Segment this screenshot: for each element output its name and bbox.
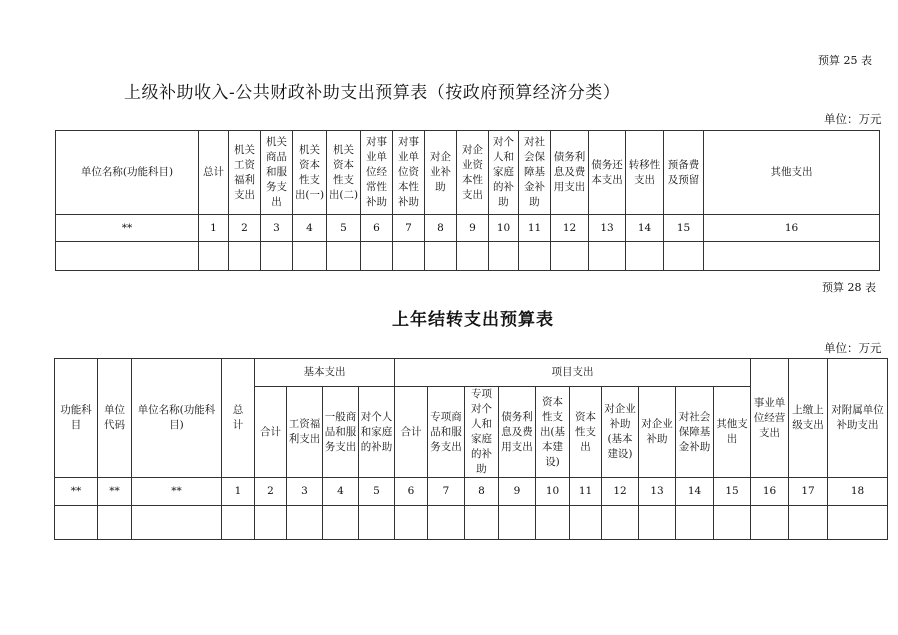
empty-cell <box>222 506 255 540</box>
col-header-remit-upper: 上缴上级支出 <box>789 359 828 478</box>
col-header-unit-name: 单位名称(功能科目) <box>56 131 199 215</box>
empty-cell <box>664 242 704 271</box>
index-row <box>55 478 888 506</box>
index-cell: 3 <box>261 215 293 242</box>
col-header-capital-2: 机关资本性支出(二) <box>327 131 361 215</box>
empty-cell <box>626 242 664 271</box>
col-header-debt-interest: 债务利息及费用支出 <box>551 131 589 215</box>
table-tag-28: 预算 28 表 <box>822 281 876 294</box>
index-cell: 7 <box>393 215 425 242</box>
empty-cell <box>704 242 880 271</box>
index-cell: 15 <box>664 215 704 242</box>
col-header-salary: 机关工资福利支出 <box>229 131 261 215</box>
unit-label-28: 单位：万元 <box>824 341 882 355</box>
budget-table-25 <box>55 130 880 271</box>
unit-label-25: 单位：万元 <box>824 112 882 126</box>
index-cell: 13 <box>589 215 626 242</box>
index-cell: ** <box>56 215 199 242</box>
col-header-household: 对个人和家庭的补助 <box>489 131 519 215</box>
index-row <box>56 215 880 242</box>
empty-cell <box>56 242 199 271</box>
index-cell: 2 <box>229 215 261 242</box>
index-cell: 10 <box>489 215 519 242</box>
empty-data-row <box>55 506 888 540</box>
col-header-project-enterprise-construct: 对企业补助(基本建设) <box>602 387 639 478</box>
index-cell: 18 <box>828 478 888 506</box>
index-cell: 11 <box>519 215 551 242</box>
col-header-project-debt: 债务利息及费用支出 <box>499 387 536 478</box>
index-cell: 9 <box>499 478 536 506</box>
empty-cell <box>132 506 222 540</box>
empty-cell <box>261 242 293 271</box>
col-header-debt-principal: 债务还本支出 <box>589 131 626 215</box>
empty-cell <box>489 242 519 271</box>
empty-cell <box>751 506 789 540</box>
empty-cell <box>323 506 359 540</box>
empty-cell <box>536 506 570 540</box>
header-row <box>56 131 880 215</box>
budget-table-28 <box>54 358 888 540</box>
group-header-project: 项目支出 <box>395 359 751 387</box>
empty-cell <box>828 506 888 540</box>
index-cell: 16 <box>751 478 789 506</box>
index-cell: 8 <box>425 215 457 242</box>
table-title-28: 上年结转支出预算表 <box>392 310 554 330</box>
empty-cell <box>602 506 639 540</box>
empty-cell <box>519 242 551 271</box>
index-cell: 15 <box>714 478 751 506</box>
empty-data-row <box>56 242 880 271</box>
col-header-total: 总 计 <box>222 359 255 478</box>
index-cell: 2 <box>255 478 287 506</box>
empty-cell <box>551 242 589 271</box>
col-header-basic-household: 对个人和家庭的补助 <box>359 387 395 478</box>
col-header-goods-services: 机关商品和服务支出 <box>261 131 293 215</box>
group-header-basic: 基本支出 <box>255 359 395 387</box>
index-cell: 1 <box>222 478 255 506</box>
index-cell: 1 <box>199 215 229 242</box>
index-cell: 11 <box>570 478 602 506</box>
col-header-project-total: 合计 <box>395 387 428 478</box>
index-cell: 14 <box>676 478 714 506</box>
index-cell: 3 <box>287 478 323 506</box>
col-header-basic-salary: 工资福利支出 <box>287 387 323 478</box>
empty-cell <box>789 506 828 540</box>
col-header-total: 总计 <box>199 131 229 215</box>
col-header-subsidiary-aid: 对附属单位补助支出 <box>828 359 888 478</box>
col-header-basic-total: 合计 <box>255 387 287 478</box>
index-cell: 6 <box>395 478 428 506</box>
col-header-reserve: 预备费及预留 <box>664 131 704 215</box>
col-header-code: 单位代码 <box>98 359 132 478</box>
empty-cell <box>570 506 602 540</box>
empty-cell <box>499 506 536 540</box>
empty-cell <box>361 242 393 271</box>
empty-cell <box>457 242 489 271</box>
group-header-row <box>55 359 888 387</box>
col-header-project-household: 专项对个人和家庭的补助 <box>465 387 499 478</box>
index-cell: 12 <box>551 215 589 242</box>
col-header-transfer: 转移性支出 <box>626 131 664 215</box>
index-cell: 14 <box>626 215 664 242</box>
index-cell: 5 <box>359 478 395 506</box>
empty-cell <box>327 242 361 271</box>
empty-cell <box>199 242 229 271</box>
col-header-other: 其他支出 <box>704 131 880 215</box>
index-cell: 4 <box>293 215 327 242</box>
empty-cell <box>359 506 395 540</box>
empty-cell <box>293 242 327 271</box>
col-header-enterprise: 对企业补助 <box>425 131 457 215</box>
empty-cell <box>639 506 676 540</box>
empty-cell <box>255 506 287 540</box>
empty-cell <box>676 506 714 540</box>
index-cell: 9 <box>457 215 489 242</box>
index-cell: 12 <box>602 478 639 506</box>
empty-cell <box>393 242 425 271</box>
index-cell: 10 <box>536 478 570 506</box>
index-cell: 7 <box>428 478 465 506</box>
empty-cell <box>589 242 626 271</box>
empty-cell <box>229 242 261 271</box>
empty-cell <box>55 506 98 540</box>
index-cell: ** <box>98 478 132 506</box>
index-cell: ** <box>132 478 222 506</box>
col-header-basic-goods: 一般商品和服务支出 <box>323 387 359 478</box>
empty-cell <box>465 506 499 540</box>
col-header-capital-1: 机关资本性支出(一) <box>293 131 327 215</box>
index-cell: 5 <box>327 215 361 242</box>
empty-cell <box>395 506 428 540</box>
empty-cell <box>98 506 132 540</box>
col-header-project-other: 其他支出 <box>714 387 751 478</box>
col-header-enterprise-capital: 对企业资本性支出 <box>457 131 489 215</box>
col-header-project-goods: 专项商品和服务支出 <box>428 387 465 478</box>
col-header-business-expense: 事业单位经营支出 <box>751 359 789 478</box>
col-header-unit-name: 单位名称(功能科目) <box>132 359 222 478</box>
col-header-project-capital: 资本性支出 <box>570 387 602 478</box>
col-header-inst-regular: 对事业单位经常性补助 <box>361 131 393 215</box>
table-title-25: 上级补助收入-公共财政补助支出预算表（按政府预算经济分类） <box>124 83 621 103</box>
col-header-project-social-security: 对社会保障基金补助 <box>676 387 714 478</box>
table-tag-25: 预算 25 表 <box>818 54 872 67</box>
index-cell: 16 <box>704 215 880 242</box>
empty-cell <box>428 506 465 540</box>
index-cell: ** <box>55 478 98 506</box>
index-cell: 13 <box>639 478 676 506</box>
index-cell: 17 <box>789 478 828 506</box>
col-header-project-enterprise: 对企业补助 <box>639 387 676 478</box>
empty-cell <box>287 506 323 540</box>
col-header-func: 功能科目 <box>55 359 98 478</box>
index-cell: 6 <box>361 215 393 242</box>
col-header-inst-capital: 对事业单位资本性补助 <box>393 131 425 215</box>
index-cell: 8 <box>465 478 499 506</box>
index-cell: 4 <box>323 478 359 506</box>
empty-cell <box>425 242 457 271</box>
col-header-project-capital-construct: 资本性支出(基本建设) <box>536 387 570 478</box>
empty-cell <box>714 506 751 540</box>
col-header-social-security: 对社会保障基金补助 <box>519 131 551 215</box>
